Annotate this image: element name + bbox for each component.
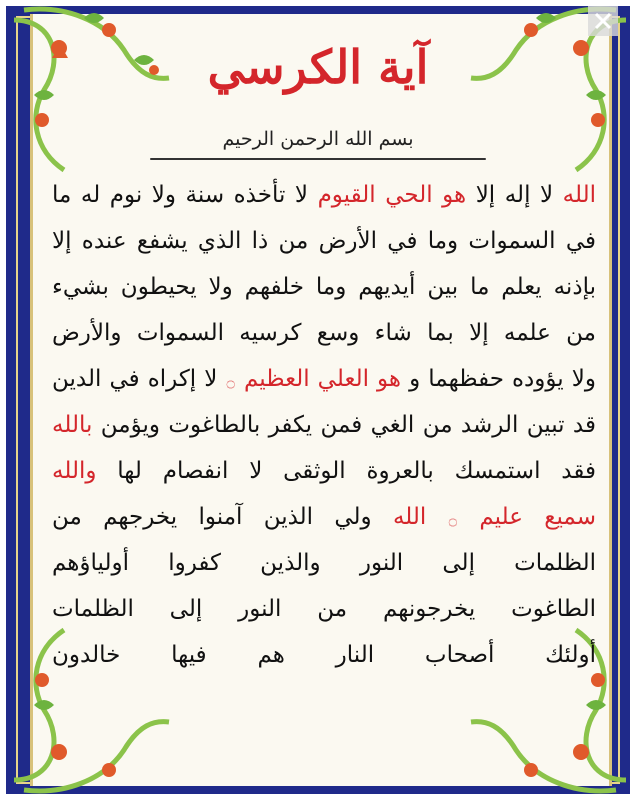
verse-line — [52, 448, 596, 494]
verse-line — [52, 632, 596, 678]
highlighted-text: والله — [52, 458, 97, 484]
verse-end-ornament: ۝ — [221, 374, 240, 390]
verse-text: لا تأخذه سنة ولا نوم له ما — [52, 182, 318, 208]
verse-line — [52, 264, 596, 310]
copy-icon[interactable] — [588, 6, 618, 36]
verse-line — [52, 402, 596, 448]
verse-line — [52, 172, 596, 218]
verse-end-ornament: ۝ — [430, 512, 476, 528]
highlighted-text: سميع عليم — [479, 504, 596, 530]
verse-text: في السموات وما في الأرض من ذا الذي يشفع عنده إلا — [52, 228, 596, 254]
basmala-underline — [150, 158, 486, 160]
verse-line — [52, 356, 596, 402]
highlighted-text: بالله — [52, 412, 93, 438]
page-title: آية الكرسي — [207, 40, 429, 94]
verse-line — [52, 586, 596, 632]
floral-corner-icon — [4, 0, 174, 190]
verse-text: أولئك أصحاب النار هم فيها خالدون — [52, 642, 596, 668]
verse-text: لا إكراه في الدين — [52, 366, 218, 392]
verse-text: قد تبين الرشد من الغي فمن يكفر بالطاغوت ويؤمن — [92, 412, 596, 438]
verse-text: الطاغوت يخرجونهم من النور إلى الظلمات — [52, 596, 596, 622]
verse-text: فقد استمسك بالعروة الوثقى لا انفصام لها — [96, 458, 596, 484]
basmala-text: بسم الله الرحمن الرحيم — [222, 128, 414, 150]
highlighted-text: الله — [562, 182, 596, 208]
verse-text: الظلمات إلى النور والذين كفروا أولياؤهم — [52, 550, 596, 576]
highlighted-text: هو العلي العظيم — [244, 366, 402, 392]
verse-line — [52, 494, 596, 540]
highlighted-text: هو الحي القيوم — [317, 182, 467, 208]
verse-text: ولي الذين آمنوا يخرجهم من — [52, 504, 393, 530]
highlighted-text: الله — [392, 504, 427, 530]
verse-text: لا إله إلا — [466, 182, 563, 208]
verse-line — [52, 218, 596, 264]
verse-line — [52, 310, 596, 356]
verse-text: من علمه إلا بما شاء وسع كرسيه السموات والأرض — [52, 320, 596, 346]
verse-line — [52, 540, 596, 586]
verse-text-block — [52, 172, 596, 678]
verse-text: بإذنه يعلم ما بين أيديهم وما خلفهم ولا يحيطون بشيء — [52, 274, 596, 300]
verse-text: ولا يؤوده حفظهما و — [401, 366, 596, 392]
